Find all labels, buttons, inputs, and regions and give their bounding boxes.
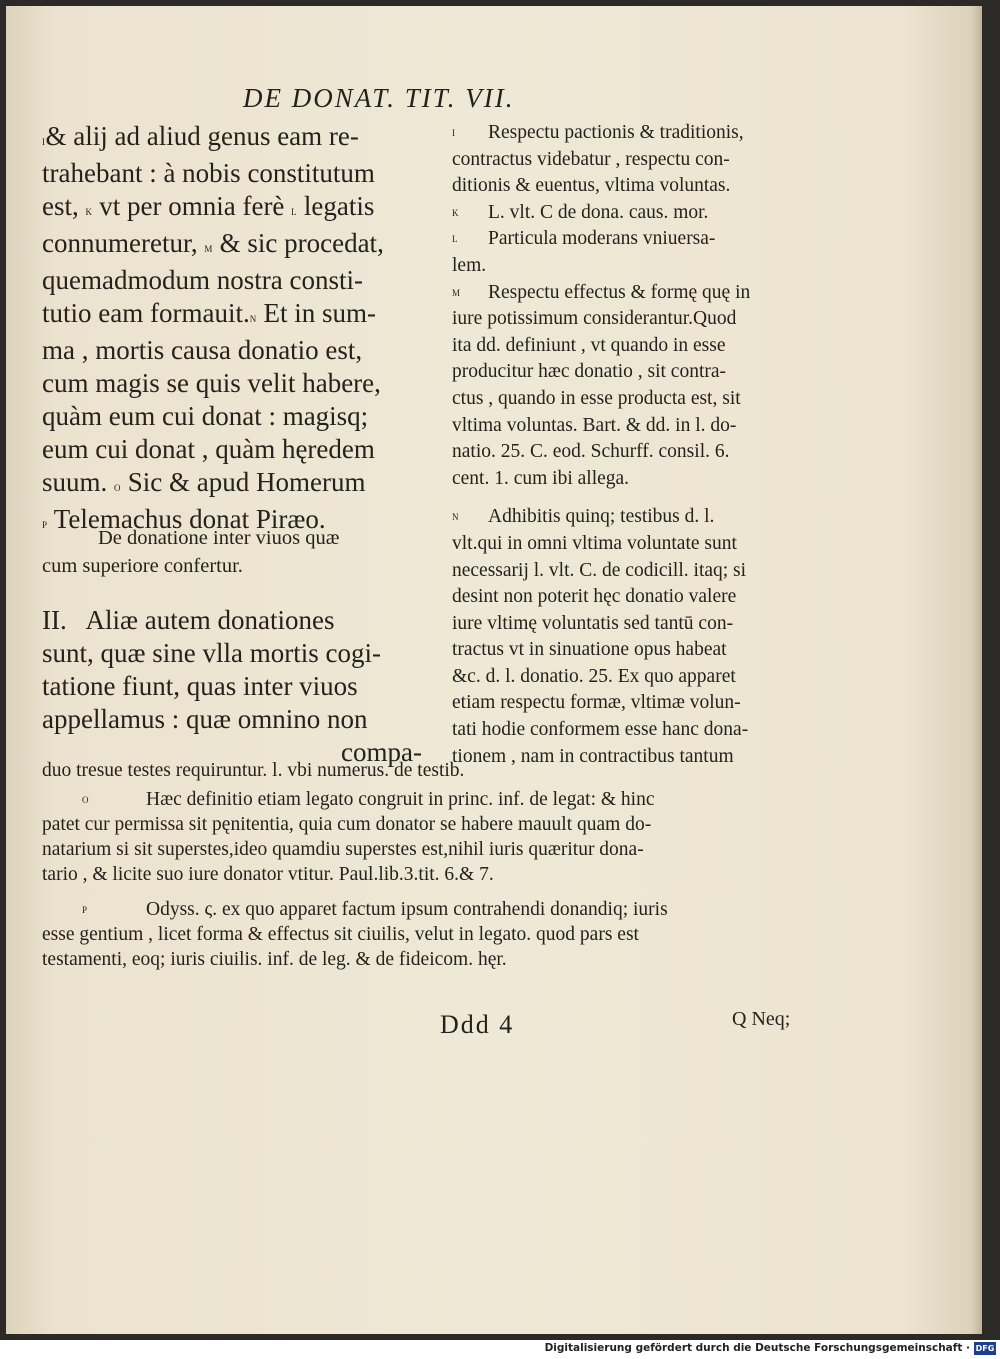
marginal-note-line: ditionis & euentus, vltima voluntas.: [452, 175, 731, 197]
section-text-line: appellamus : quæ omnino non: [42, 704, 368, 734]
footnote-line: tario , & licite suo iure donator vtitur. Paul.lib.3.tit. 6.& 7.: [42, 864, 494, 885]
credit-bar: [0, 1340, 1000, 1359]
marginal-note: [440, 280, 750, 493]
main-text-line: [42, 400, 384, 433]
footnote-line: patet cur permissa sit pęnitentia, quia cum donator se habere mauult quam do-: [42, 814, 652, 835]
marginal-note-line: producitur hæc donatio , sit contra-: [452, 361, 727, 383]
main-text-column: [42, 120, 384, 540]
main-text-line: [42, 433, 384, 466]
main-text-fragment: cum magis se quis velit habere,: [42, 368, 381, 398]
footnote-line: esse gentium , licet forma & effectus sit ciuilis, velut in legato. quod pars est: [42, 924, 639, 945]
credit-text: Digitalisierung gefördert durch die Deutsche Forschungsgemeinschaft ·: [544, 1342, 970, 1354]
note-reference-mark: i: [42, 133, 46, 148]
marginal-note-mark: i: [452, 124, 455, 139]
footnote-mark: o: [82, 791, 89, 806]
marginal-note-line: necessarij l. vlt. C. de codicill. itaq; si: [452, 559, 747, 581]
footnote: [42, 787, 668, 887]
dfg-logo-icon: DFG: [975, 1344, 995, 1353]
marginal-note-line: lem.: [452, 254, 487, 276]
marginal-note-line: tati hodie conformem esse hanc dona-: [452, 719, 749, 741]
main-text-fragment: connumeretur,: [42, 228, 205, 258]
marginal-notes-column: [440, 120, 750, 770]
marginal-note-line: vltima voluntas. Bart. & dd. in l. do-: [452, 414, 737, 436]
main-text-fragment: quemadmodum nostra consti-: [42, 265, 363, 295]
marginal-note-line: Respectu pactionis & traditionis,: [488, 122, 744, 143]
footnote-line: Odyss. ς. ex quo apparet factum ipsum contrahendi donandiq; iuris: [146, 899, 668, 920]
main-text-fragment: trahebant : à nobis constitutum: [42, 158, 375, 188]
main-text-fragment: eum cui donat , quàm hęredem: [42, 434, 375, 464]
note-reference-mark: m: [204, 240, 213, 255]
main-text-line: [42, 367, 384, 400]
running-head: DE DONAT. TIT. VII.: [243, 83, 515, 113]
main-text-fragment: Sic & apud Homerum: [121, 467, 366, 497]
footnote-mark: p: [82, 901, 88, 916]
main-text-line: [42, 227, 384, 264]
main-text-fragment: & alij ad aliud genus eam re-: [45, 121, 359, 151]
section-text-line: II. Aliæ autem donationes: [42, 605, 335, 635]
footnote-line: natarium si sit superstes,ideo quamdiu superstes est,nihil iuris quæritur dona-: [42, 839, 644, 860]
marginal-note-line: ctus , quando in esse producta est, sit: [452, 387, 741, 409]
marginal-note-line: vlt.qui in omni vltima voluntate sunt: [452, 532, 737, 554]
marginal-note: [440, 120, 750, 200]
marginal-note-mark: l: [452, 230, 458, 246]
note-reference-mark: n: [249, 310, 257, 325]
marginal-note-line: natio. 25. C. eod. Schurff. consil. 6.: [452, 441, 730, 463]
main-text-line: [42, 466, 384, 503]
main-text-fragment: suum.: [42, 467, 115, 497]
marginal-note-line: iure potissimum considerantur.Quod: [452, 308, 737, 330]
main-text-fragment: & sic procedat,: [212, 228, 384, 258]
footnote-continuation: duo tresue testes requiruntur. l. vbi numerus. de testib.: [42, 760, 465, 781]
marginal-note-line: ita dd. definiunt , vt quando in esse: [452, 334, 726, 356]
main-text-line: [42, 297, 384, 334]
marginal-note-line: desint non poterit hęc donatio valere: [452, 586, 737, 608]
main-text-line: [42, 264, 384, 297]
marginal-note-mark: n: [452, 508, 459, 524]
main-text-line: [42, 120, 384, 157]
note-reference-mark: l: [291, 203, 298, 218]
signature-mark: Ddd 4: [440, 1010, 515, 1039]
marginal-note-mark: k: [452, 203, 459, 219]
footnote-line: Hæc definitio etiam legato congruit in princ. inf. de legat: & hinc: [146, 789, 655, 810]
note-reference-mark: k: [85, 203, 93, 218]
marginal-note-line: Respectu effectus & formę quę in: [488, 281, 751, 303]
marginal-note-line: contractus videbatur , respectu con-: [452, 148, 730, 170]
main-text-fragment: legatis: [297, 191, 375, 221]
marginal-note: [440, 200, 750, 227]
marginal-note-line: &c. d. l. donatio. 25. Ex quo apparet: [452, 665, 736, 687]
section-text-line: compa-: [341, 737, 422, 767]
section-text-line: sunt, quæ sine vlla mortis cogi-: [42, 638, 381, 668]
note-reference-mark: o: [114, 479, 122, 494]
main-text-line: [42, 190, 384, 227]
main-text-fragment: vt per omnia ferè: [92, 191, 292, 221]
marginal-note-line: iure vltimę voluntatis sed tantū con-: [452, 612, 734, 634]
page-edge-shadow: [972, 6, 982, 1334]
main-text-fragment: Telemachus donat Piræo.: [47, 504, 326, 534]
main-text-line: [42, 334, 384, 367]
section-text-line: tatione fiunt, quas inter viuos: [42, 671, 358, 701]
main-text-fragment: Et in sum-: [256, 298, 376, 328]
footnotes: [42, 758, 668, 972]
main-text-fragment: tutio eam formauit.: [42, 298, 250, 328]
marginal-note-mark: m: [452, 283, 461, 299]
marginal-note-line: cent. 1. cum ibi allega.: [452, 467, 630, 489]
subheading-line: De donatione inter viuos quæ: [98, 527, 340, 549]
marginal-note: [440, 226, 750, 279]
section-text: [42, 604, 422, 769]
main-text-fragment: ma , mortis causa donatio est,: [42, 335, 363, 365]
marginal-note-line: L. vlt. C de dona. caus. mor.: [488, 201, 709, 223]
footnote-line: testamenti, eoq; iuris ciuilis. inf. de leg. & de fideicom. hęr.: [42, 949, 507, 970]
marginal-note: [440, 504, 750, 770]
subheading-line: cum superiore confertur.: [42, 555, 243, 577]
main-text-fragment: est,: [42, 191, 86, 221]
marginal-note-line: Adhibitis quinq; testibus d. l.: [488, 506, 715, 528]
marginal-note-line: Particula moderans vniuersa-: [488, 228, 716, 250]
note-reference-mark: p: [42, 516, 48, 531]
main-text-line: [42, 157, 384, 190]
book-page: [6, 6, 982, 1334]
main-text-fragment: quàm eum cui donat : magisq;: [42, 401, 369, 431]
section-subheading: [42, 524, 422, 580]
catchword: Q Neq;: [732, 1008, 791, 1030]
marginal-note-line: etiam respectu formæ, vltimæ volun-: [452, 692, 741, 714]
footnote: [42, 897, 668, 972]
marginal-note-line: tractus vt in sinuatione opus habeat: [452, 639, 727, 661]
marginal-note-line: tionem , nam in contractibus tantum: [452, 745, 734, 767]
